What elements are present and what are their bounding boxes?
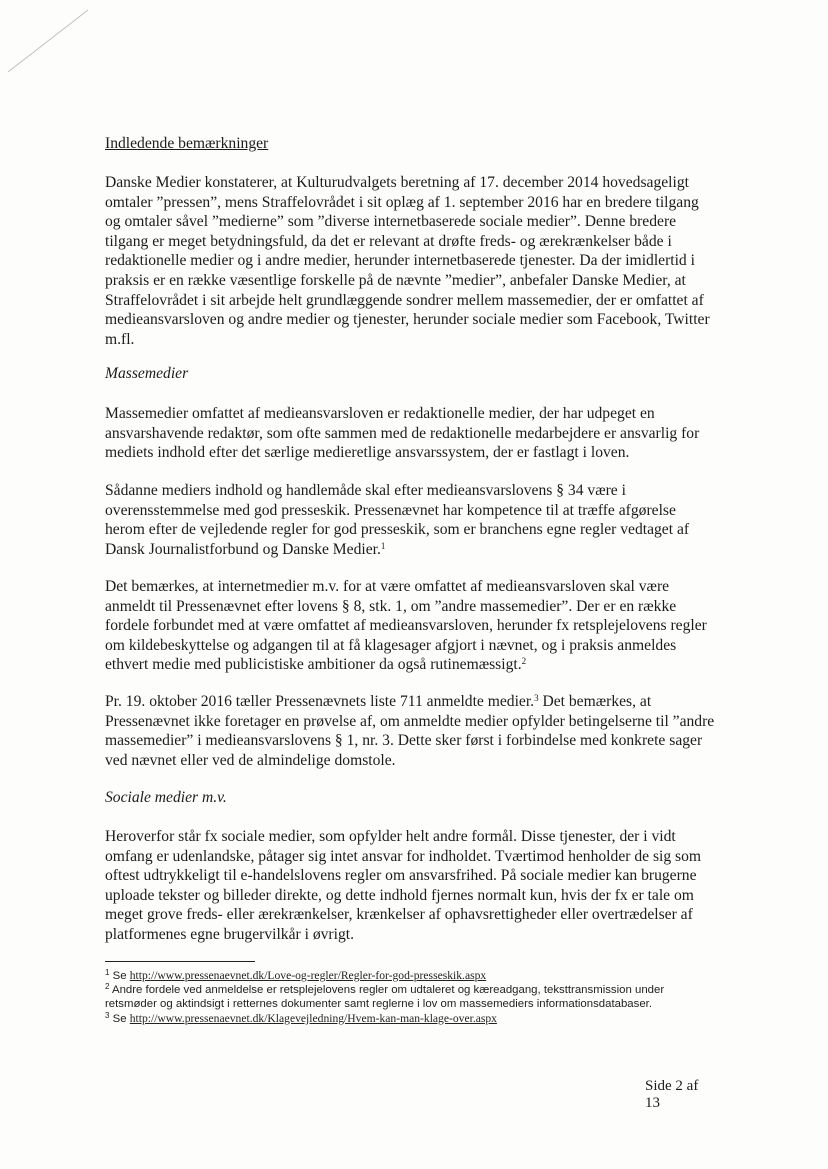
- social-paragraph-1: Heroverfor står fx sociale medier, som opfylder helt andre formål. Disse tjenester, der i vidt omfang er udenlandske, påtager sig intet ansvar for indholdet. Tværtimod henholder de sig som oftest udtrykkeligt til e-handelslovens regler om ansvarsfrihed. På sociale medier kan brugerne uploade tekster og billeder direkte, og dette indhold fjernes normalt kun, hvis der fx er tale om meget grove freds- eller ærekrænkelser, krænkelser af ophavsrettigheder eller overtrædelser af platformenes egne brugervilkår i øvrigt.: [105, 828, 702, 943]
- footnote-prefix: Se: [112, 970, 130, 982]
- footnote-ref-2[interactable]: 2: [521, 656, 527, 667]
- massmedia-paragraph-1: Massemedier omfattet af medieansvarsloven er redaktionelle medier, der har udpeget en ansvarshavende redaktør, som ofte sammen med de redaktionelle medarbejdere er ansvarlig for mediets indhold efter det særlige medieretlige ansvarssystem, der er fastlagt i loven.: [105, 405, 700, 462]
- footnote-ref-3[interactable]: 3: [534, 693, 539, 703]
- footnote-ref-1[interactable]: 1: [380, 540, 386, 551]
- massmedia-paragraph-3: [105, 577, 717, 675]
- footnote-number: 1: [105, 968, 110, 977]
- footnote-divider: [105, 961, 255, 962]
- footnote-link[interactable]: http://www.pressenaevnet.dk/Love-og-regler/Regler-for-god-presseskik.aspx: [129, 969, 487, 982]
- social-heading: Sociale medier m.v.: [105, 789, 227, 806]
- scan-mark: [0, 0, 100, 80]
- paragraph-text: Det bemærkes, at Pressenævnet ikke foretager en prøvelse af, om anmeldte medier opfylder betingelserne til ”andre massemedier” i medieansvarslovens § 1, nr. 3. Dette sker først i forbindelse med konkrete sager ved nævnet eller ved de almindelige domstole.: [105, 693, 715, 769]
- footnote-3: [105, 1012, 717, 1026]
- section-heading: Indledende bemærkninger: [105, 135, 269, 152]
- footnote-link[interactable]: http://www.pressenaevnet.dk/Klagevejledning/Hvem-kan-man-klage-over.aspx: [129, 1011, 497, 1025]
- footnote-text: Andre fordele ved anmeldelse er retsplejelovens regler om udtaleret og kæreadgang, teksttransmission under retsmøder og aktindsigt i retternes dokumenter samt reglerne i lov om massemediers informationsdatabaser.: [105, 984, 665, 1011]
- massmedia-heading: Massemedier: [105, 365, 189, 382]
- footnote-prefix: Se: [112, 1012, 130, 1025]
- paragraph-text: Sådanne mediers indhold og handlemåde skal efter medieansvarslovens § 34 være i overensstemmelse med god presseskik. Pressenævnet har kompetence til at træffe afgørelse herom efter de vejledende regler for god presseskik, som er branchens egne regler vedtaget af Dansk Journalistforbund og Danske Medier.: [105, 482, 690, 558]
- page-number: Side 2 af 13: [645, 1078, 699, 1111]
- massmedia-paragraph-4: [105, 692, 717, 770]
- footnotes: [105, 969, 717, 1026]
- footnote-number: 2: [105, 982, 110, 992]
- paragraph-text: Pr. 19. oktober 2016 tæller Pressenævnets liste 711 anmeldte medier.: [105, 693, 535, 710]
- footnote-1: [105, 969, 717, 983]
- paragraph-text: Det bemærkes, at internetmedier m.v. for at være omfattet af medieansvarsloven skal være anmeldt til Pressenævnet efter lovens § 8, stk. 1, om ”andre massemedier”. Der er en række fordele forbundet med at være omfattet af medieansvarsloven, herunder fx retsplejelovens regler om kildebeskyttelse og adgangen til at få klagesager afgjort i nævnet, og i praksis anmeldes ethvert medie med publicistiske ambitioner da også rutinemæssigt.: [105, 578, 707, 674]
- massmedia-paragraph-2: [105, 481, 717, 559]
- intro-paragraph: Danske Medier konstaterer, at Kulturudvalgets beretning af 17. december 2014 hovedsageligt omtaler ”pressen”, mens Straffelovrådet i sit oplæg af 1. september 2016 har en bredere tilgang og omtaler såvel ”medierne” som ”diverse internetbaserede sociale medier”. Denne bredere tilgang er meget betydningsfuld, da det er relevant at drøfte freds- og ærekrænkelser både i redaktionelle medier og i andre medier, herunder internetbaserede tjenester. Da der imidlertid i praksis er en række væsentlige forskelle på de nævnte ”medier”, anbefaler Danske Medier, at Straffelovrådet i sit arbejde helt grundlæggende sondrer mellem massemedier, der er omfattet af medieansvarsloven og andre medier og tjenester, herunder sociale medier som Facebook, Twitter m.fl.: [105, 174, 710, 348]
- footnote-2: [105, 983, 717, 1011]
- footnote-number: 3: [105, 1010, 110, 1020]
